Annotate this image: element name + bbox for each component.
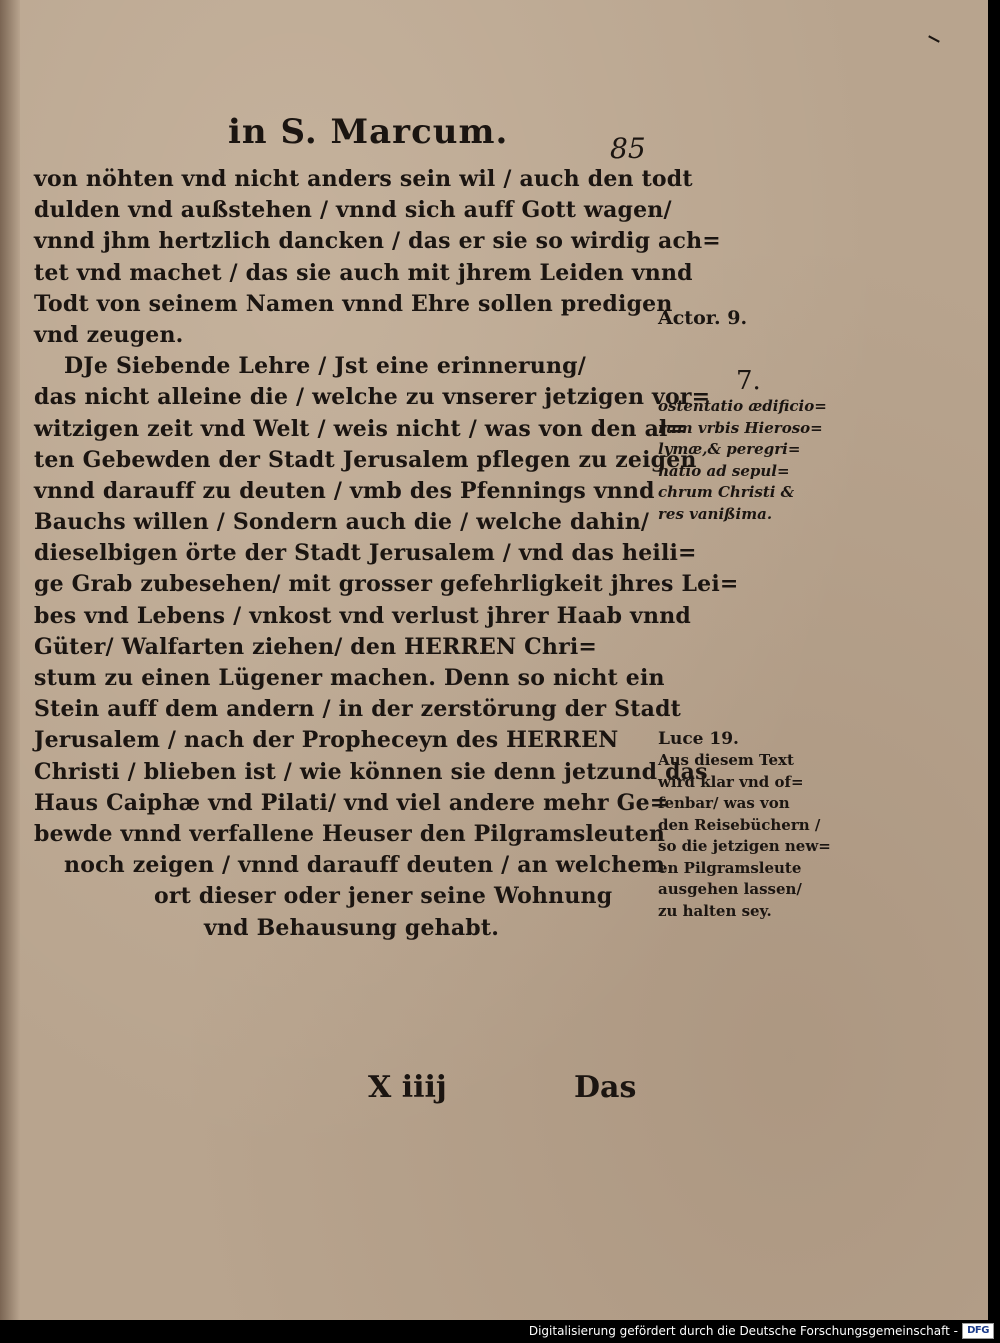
funding-credit: Digitalisierung gefördert durch die Deutsche Forschungsgemeinschaft - [528, 1324, 958, 1338]
text-line: tet vnd machet / das sie auch mit jhrem Leiden vnnd [34, 259, 693, 286]
latin-note-line: ostentatio ædificio= [658, 397, 827, 415]
margin-note-acts [658, 308, 828, 330]
text-line: von nöhten vnd nicht anders sein wil / auch den todt [34, 166, 693, 192]
german-note-line: Aus diesem Text [658, 751, 794, 769]
page-number: 85 [610, 132, 646, 165]
text-line: vnd zeugen. [34, 321, 184, 348]
german-note-line: wird klar vnd of= [658, 772, 804, 791]
dfg-logo: DFG [962, 1323, 994, 1339]
text-line: stum zu einen Lügener machen. Denn so nicht ein [34, 665, 665, 691]
page-edge-shadow [0, 0, 20, 1320]
signature-mark: X iiij [368, 1070, 447, 1105]
text-line: Todt von seinem Namen vnnd Ehre sollen predigen [34, 290, 673, 317]
page-header [0, 112, 988, 165]
text-line: Bauchs willen / Sondern auch die / welche dahin/ [34, 509, 650, 536]
latin-note-line: natio ad sepul= [658, 461, 790, 480]
text-line: Güter/ Walfarten ziehen/ den HERREN Chri= [34, 633, 598, 660]
text-line: ort dieser oder jener seine Wohnung [154, 883, 613, 910]
text-line: witzigen zeit vnd Welt / weis nicht / was von den al= [34, 415, 687, 442]
text-line: vnd Behausung gehabt. [204, 914, 500, 941]
catchword: Das [574, 1070, 637, 1105]
text-line: vnnd darauff zu deuten / vmb des Pfennings vnnd [34, 477, 655, 504]
section-number: 7. [736, 366, 761, 396]
text-line: das nicht alleine die / welche zu vnserer jetzigen vor= [34, 384, 711, 411]
text-line: Stein auff dem andern / in der zerstörung der Stadt [34, 696, 682, 723]
text-line: ten Gebewden der Stadt Jerusalem pflegen zu zeigen [34, 446, 697, 473]
latin-note-line: rum vrbis Hieroso= [658, 418, 823, 437]
german-note-line: ausgehen lassen/ [658, 880, 802, 898]
text-line: Jerusalem / nach der Propheceyn des HERREN [34, 727, 619, 754]
latin-note-line: chrum Christi & [658, 483, 795, 501]
running-title: in S. Marcum. [228, 112, 509, 152]
latin-note-line: lymæ,& peregri= [658, 440, 801, 458]
luke-reference: Luce 19. [658, 729, 739, 749]
text-line-section-start: DJe Siebende Lehre / Jst eine erinnerung/ [64, 353, 586, 380]
page-mark [928, 35, 940, 42]
text-line: ge Grab zubesehen/ mit grosser gefehrligkeit jhres Lei= [34, 571, 739, 598]
latin-note-line: res vanißima. [658, 504, 773, 523]
german-note-line: zu halten sey. [658, 901, 772, 920]
german-note-line: fenbar/ was von [658, 794, 790, 812]
acts-reference: Actor. 9. [658, 307, 748, 329]
text-line: dieselbigen örte der Stadt Jerusalem / vnd das heili= [34, 540, 697, 567]
margin-note-latin [658, 366, 828, 525]
text-line: bewde vnnd verfallene Heuser den Pilgramsleuten [34, 820, 666, 847]
german-note-line: den Reisebüchern / [658, 815, 821, 834]
german-note-line: en Pilgramsleute [658, 858, 802, 877]
margin-note-luke [658, 728, 831, 922]
text-line: bes vnd Lebens / vnkost vnd verlust jhrer Haab vnnd [34, 602, 691, 629]
text-line: vnnd jhm hertzlich dancken / das er sie so wirdig ach= [34, 228, 721, 255]
german-note-line: so die jetzigen new= [658, 837, 831, 855]
digitization-footer [0, 1320, 1000, 1343]
text-line: Haus Caiphæ vnd Pilati/ vnd viel andere mehr Ge= [34, 789, 669, 816]
text-line: dulden vnd außstehen / vnnd sich auff Gott wagen/ [34, 197, 672, 224]
text-line: Christi / blieben ist / wie können sie denn jetzund das [34, 758, 708, 785]
text-line: noch zeigen / vnnd darauff deuten / an welchem [64, 852, 666, 879]
